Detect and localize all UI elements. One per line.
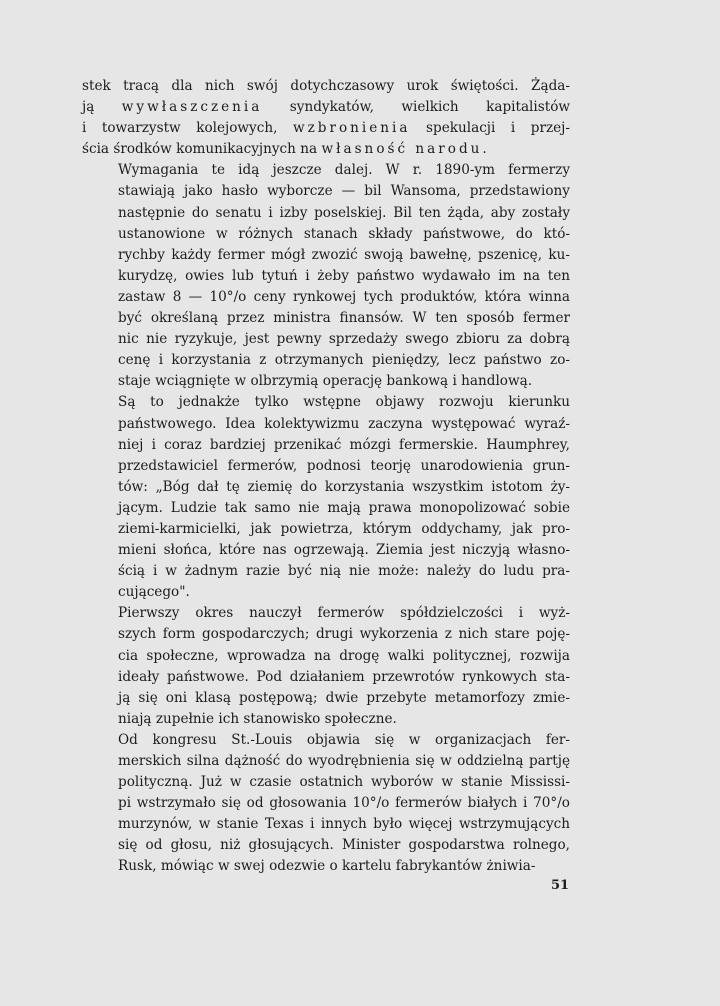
text-segment: merskich silna dążność do wyodrębnienia się w oddzielną partję xyxy=(118,753,570,769)
text-line xyxy=(82,245,570,266)
text-line xyxy=(82,793,570,814)
text-segment: tów: „Bóg dał tę ziemię do korzystania wszystkim istotom ży- xyxy=(118,478,570,495)
text-segment: Od kongresu St.-Louis objawia się w organizacjach fer- xyxy=(118,731,570,748)
text-line xyxy=(82,456,570,477)
paragraph xyxy=(82,392,570,603)
text-segment: polityczną. Już w czasie ostatnich wyborów w stanie Mississi- xyxy=(118,774,570,791)
text-line xyxy=(82,667,570,688)
text-segment: ją xyxy=(82,99,122,116)
text-line xyxy=(82,224,570,245)
text-segment: Są to jednakże tylko wstępne objawy rozwoju kierunku xyxy=(118,394,570,411)
text-line xyxy=(82,97,570,118)
text-line xyxy=(82,772,570,793)
text-line xyxy=(82,287,570,308)
text-line xyxy=(82,751,570,772)
text-segment: pi wstrzymało się od głosowania 10°/o fermerów białych i 70°/o xyxy=(118,795,570,812)
text-line xyxy=(82,730,570,751)
text-line xyxy=(82,203,570,224)
text-segment: staje wciągnięte w olbrzymią operację bankową i handlową. xyxy=(118,373,533,390)
paragraph xyxy=(82,160,570,392)
text-segment: państwowego. Idea kolektywizmu zaczyna występować wyraź- xyxy=(118,415,570,432)
text-line xyxy=(82,561,570,582)
text-line xyxy=(82,329,570,350)
text-line xyxy=(82,540,570,561)
text-segment: spekulacji i przej- xyxy=(410,120,570,137)
text-segment: ścia środków komunikacyjnych na xyxy=(82,141,322,158)
text-line xyxy=(82,118,570,139)
page-number: 51 xyxy=(551,878,570,893)
text-segment: być określaną przez ministra finansów. W ten sposób fermer xyxy=(118,310,570,327)
text-segment: się od głosu, niż głosujących. Minister gospodarstwa rolnego, xyxy=(118,837,570,854)
text-segment: szych form gospodarczych; drugi wykorzenia z nich stare poję- xyxy=(118,626,570,643)
body-text xyxy=(82,76,570,878)
text-line xyxy=(82,498,570,519)
text-line xyxy=(82,814,570,835)
text-segment: cia społeczne, wprowadza na drogę walki politycznej, rozwija xyxy=(118,647,570,664)
text-segment: murzynów, w stanie Texas i innych było więcej wstrzymujących xyxy=(118,816,570,833)
text-segment: ją się oni klasą postępową; dwie przebyte metamorfozy zmie- xyxy=(118,689,570,706)
text-segment: stek tracą dla nich swój dotychczasowy urok świętości. Żąda- xyxy=(82,78,570,94)
text-line xyxy=(82,392,570,413)
text-line xyxy=(82,76,570,97)
text-segment: i towarzystw kolejowych, xyxy=(82,120,293,137)
text-line xyxy=(82,624,570,645)
text-segment: niej i coraz bardziej przenikać mózgi fermerskie. Haumphrey, xyxy=(118,436,570,453)
text-line xyxy=(82,646,570,667)
text-segment: kurydzę, owies lub tytuń i żeby państwo wydawało im na ten xyxy=(118,267,570,284)
text-line xyxy=(82,350,570,371)
paragraph xyxy=(82,603,570,730)
text-line xyxy=(82,181,570,202)
text-line xyxy=(82,308,570,329)
text-segment: mieni słońca, które nas ogrzewają. Ziemia jest niczyją własno- xyxy=(118,542,570,559)
text-line xyxy=(82,371,570,392)
text-segment: jącym. Ludzie tak samo nie mają prawa monopolizować sobie xyxy=(118,499,570,516)
text-line xyxy=(82,435,570,456)
text-segment: zastaw 8 — 10°/o ceny rynkowej tych produktów, która winna xyxy=(118,288,570,305)
spaced-emphasis: wywłaszczenia xyxy=(121,99,263,116)
text-line xyxy=(82,266,570,287)
text-line xyxy=(82,688,570,709)
text-segment: przedstawiciel fermerów, podnosi teorję unarodowienia grun- xyxy=(118,457,570,474)
text-segment: Pierwszy okres nauczył fermerów spółdzielczości i wyż- xyxy=(118,605,570,622)
text-segment: syndykatów, wielkich kapitalistów xyxy=(262,99,571,116)
text-line xyxy=(82,835,570,856)
text-segment: ustanowione w różnych stanach składy państwowe, do któ- xyxy=(118,225,570,242)
paragraph xyxy=(82,730,570,878)
text-segment: stawiają jako hasło wyborcze — bil Wansoma, przedstawiony xyxy=(118,183,570,200)
text-line xyxy=(82,477,570,498)
text-segment: Rusk, mówiąc w swej odezwie o kartelu fabrykantów żniwia- xyxy=(118,858,536,875)
text-segment: cującego". xyxy=(118,584,190,601)
text-segment: cenę i korzystania z otrzymanych pieniędzy, lecz państwo zo- xyxy=(118,352,570,369)
text-segment: niają zupełnie ich stanowisko społeczne. xyxy=(118,710,397,727)
paragraph xyxy=(82,76,570,160)
text-line xyxy=(82,519,570,540)
text-line xyxy=(82,709,570,730)
text-segment: rychby każdy fermer mógł zwozić swoją bawełnę, pszenicę, ku- xyxy=(118,246,570,263)
text-line xyxy=(82,856,570,877)
text-segment: następnie do senatu i izby poselskiej. Bil ten żąda, aby zostały xyxy=(118,204,570,221)
text-segment: Wymagania te idą jeszcze dalej. W r. 1890-ym fermerzy xyxy=(118,162,570,179)
text-segment: ideały państwowe. Pod działaniem przewrotów rynkowych sta- xyxy=(118,668,570,685)
text-segment: nic nie ryzykuje, jest pewny sprzedaży swego zbioru za dobrą xyxy=(118,331,570,348)
text-line xyxy=(82,160,570,181)
spaced-emphasis: własność narodu. xyxy=(321,141,490,158)
text-segment: ziemi-karmicielki, jak powietrza, którym oddychamy, jak pro- xyxy=(118,520,570,537)
text-line xyxy=(82,603,570,624)
text-line xyxy=(82,139,570,160)
text-segment: ścią i w żadnym razie być nią nie może: należy do ludu pra- xyxy=(118,563,570,580)
spaced-emphasis: wzbronienia xyxy=(292,120,411,137)
text-line xyxy=(82,414,570,435)
text-line xyxy=(82,582,570,603)
